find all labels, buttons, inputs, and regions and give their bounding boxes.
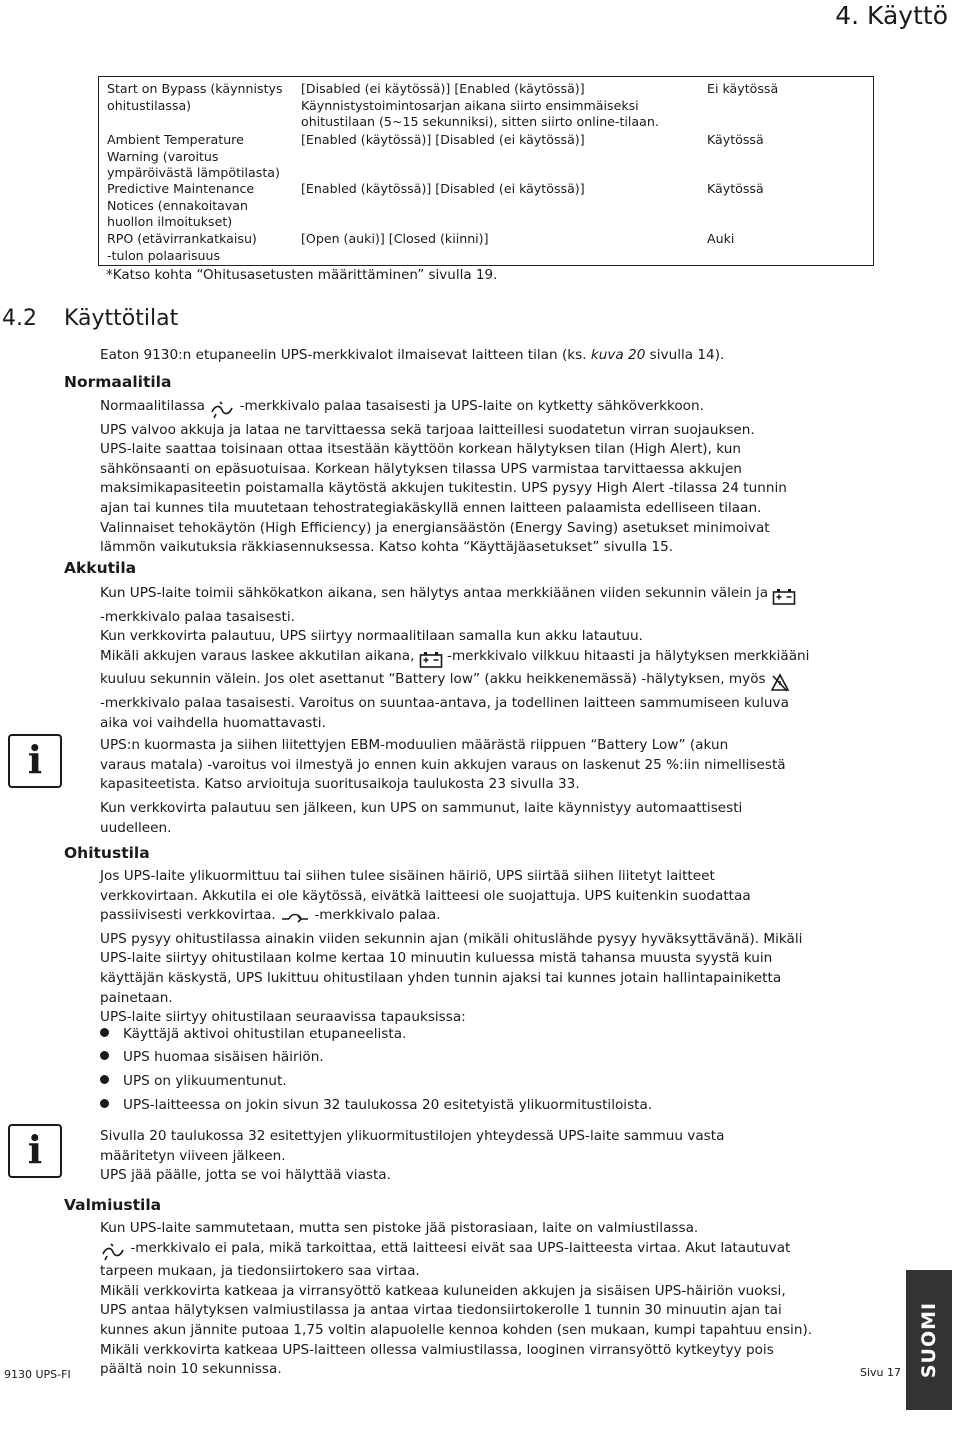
setting-default: Auki bbox=[707, 231, 735, 246]
note-battery-low: UPS:n kuormasta ja siihen liitettyjen EBM-moduulien määrästä riippuen “Battery Low” (akun varaus matala) -varoitus voi ilmestyä jo ennen kuin akkujen varaus on laskenut 25 %:iin nimellisestä kapasiteetista. Katso arvioituja suoritusaikoja taulukosta 23 sivulla 33. bbox=[100, 737, 786, 793]
list-item: Käyttäjä aktivoi ohitustilan etupaneelista. bbox=[100, 1025, 406, 1045]
section-title: Käyttötilat bbox=[64, 306, 179, 331]
list-item: UPS-laitteessa on jokin sivun 32 taulukossa 20 esitetyistä ylikuormitustiloista. bbox=[100, 1096, 652, 1116]
info-icon: i bbox=[8, 1124, 62, 1178]
paragraph-akkutila-after: Kun verkkovirta palautuu sen jälkeen, kun UPS on sammunut, laite käynnistyy automaattisesti uudelleen. bbox=[100, 800, 743, 836]
setting-default: Käytössä bbox=[707, 181, 764, 196]
heading-normaalitila: Normaalitila bbox=[64, 373, 172, 391]
battery-led-icon bbox=[772, 588, 796, 608]
setting-options: [Open (auki)] [Closed (kiinni)] bbox=[301, 231, 489, 246]
section-number: 4.2 bbox=[2, 306, 37, 331]
battery-led-icon bbox=[419, 651, 443, 671]
setting-name: Ambient Temperature Warning (varoitus ympäröivästä lämpötilasta) bbox=[107, 132, 280, 180]
table-footnote: *Katso kohta “Ohitusasetusten määrittäminen” sivulla 19. bbox=[106, 267, 498, 283]
chapter-title: 4. Käyttö bbox=[835, 1, 948, 30]
paragraph-ohitustila: Jos UPS-laite ylikuormittuu tai siihen tulee sisäinen häiriö, UPS siirtää siihen liitetyt laitteet verkkovirtaan. Akkutila ei ole käytössä, eivätkä laitteesi ole suojattuja. UPS kuitenkin suodattaa passiivisesti verkkovirtaa. -merkkivalo palaa. UPS pysyy ohitustilassa ainakin viiden sekunnin ajan (mikäli ohituslähde pysyy hyväksyttävänä). Mikäli UPS-laite siirtyy ohitustilaan kolme kertaa 10 minuutin kuluessa mistä tahansa muusta syystä kuin käyttäjän käskystä, UPS lukittuu ohitustilaan yhden tunnin ajaksi tai kunnes jotain hallintapainiketta painetaan. UPS-laite siirtyy ohitustilaan seuraavissa tapauksissa: bbox=[100, 868, 803, 1026]
settings-table bbox=[98, 76, 874, 266]
bypass-led-icon bbox=[280, 910, 310, 930]
note-overload: Sivulla 20 taulukossa 32 esitettyjen ylikuormitustilojen yhteydessä UPS-laite sammuu vasta määritetyn viiveen jälkeen. UPS jää päälle, jotta se voi hälyttää viasta. bbox=[100, 1128, 725, 1184]
alarm-led-icon bbox=[770, 673, 790, 694]
bullet-icon bbox=[100, 1028, 109, 1037]
paragraph-valmiustila: Kun UPS-laite sammutetaan, mutta sen pistoke jää pistorasiaan, laite on valmiustilassa. -merkkivalo ei pala, mikä tarkoittaa, että laitteesi eivät saa UPS-laitteesta virtaa. Akut latautuvat tarpeen mukaan, ja tiedonsiirtokero saa virtaa. Mikäli verkkovirta katkeaa ja virransyöttö katkeaa kuluneiden akkujen ja sisäisen UPS-häiriön vuoksi, UPS antaa hälytyksen valmiustilassa ja antaa virtaa tiedonsiirtokerolle 1 tunnin 30 minuutin ajan tai kunnes akun jännite putoaa 1,75 voltin alapuolelle kennoa kohden (sen mukaan, kumpi tapahtuu ensin). Mikäli verkkovirta katkeaa UPS-laitteen ollessa valmiustilassa, looginen virransyöttö kytkeytyy pois päältä noin 10 sekunnissa. bbox=[100, 1220, 813, 1378]
setting-name: Start on Bypass (käynnistys ohitustilassa) bbox=[107, 81, 283, 113]
setting-name: Predictive Maintenance Notices (ennakoitavan huollon ilmoitukset) bbox=[107, 181, 255, 229]
info-icon: i bbox=[8, 734, 62, 788]
bullet-icon bbox=[100, 1075, 109, 1084]
mains-led-icon bbox=[209, 401, 235, 421]
heading-valmiustila: Valmiustila bbox=[64, 1196, 162, 1214]
heading-ohitustila: Ohitustila bbox=[64, 844, 150, 862]
setting-options: [Enabled (käytössä)] [Disabled (ei käytössä)] bbox=[301, 181, 585, 196]
setting-name: RPO (etävirrankatkaisu) -tulon polaarisuus bbox=[107, 231, 257, 263]
paragraph-normaalitila: Normaalitilassa -merkkivalo palaa tasaisesti ja UPS-laite on kytketty sähköverkkoon. UPS valvoo akkuja ja lataa ne tarvittaessa sekä tarjoaa laitteillesi suodatetun virran suojauksen. UPS-laite saattaa toisinaan ottaa itsestään käyttöön korkean hälytyksen tilan (High Alert), kun sähkönsaanti on epäsuotuisaa. Korkean hälytyksen tilassa UPS varmistaa tarvittaessa akkujen maksimikapasiteetin poistamalla käytöstä akkujen tukitestin. UPS pysyy High Alert -tilassa 24 tunnin ajan tai kunnes tila muutetaan tehostrategiakäskyllä ennen laitteen palaamista edelliseen tilaan. Valinnaiset tehokäytön (High Efficiency) ja energiansäästön (Energy Saving) asetukset minimoivat lämmön vaikutuksia räkkiasennuksessa. Katso kohta “Käyttäjäasetukset” sivulla 15. bbox=[100, 398, 787, 556]
list-item: UPS huomaa sisäisen häiriön. bbox=[100, 1048, 324, 1068]
footer-page-number: Sivu 17 bbox=[860, 1366, 902, 1379]
mains-led-icon bbox=[100, 1243, 126, 1263]
footer-product: 9130 UPS-FI bbox=[4, 1368, 71, 1381]
paragraph-akkutila: Kun UPS-laite toimii sähkökatkon aikana, sen hälytys antaa merkkiäänen viiden sekunnin välein ja -merkkivalo palaa tasaisesti. Kun verkkovirta palautuu, UPS siirtyy normaalitilaan samalla kun akku latautuu. Mikäli akkujen varaus laskee akkutilan aikana, -merkkivalo vilkkuu hitaasti ja hälytyksen merkkiääni kuuluu sekunnin välein. Jos olet asettanut “Battery low” (akku heikkenemässä) -hälytyksen, myös -merkkivalo palaa tasaisesti. Varoitus on suuntaa-antava, ja todellinen laitteen sammumiseen kuluva aika voi vaihdella huomattavasti. bbox=[100, 585, 810, 731]
setting-options: [Disabled (ei käytössä)] [Enabled (käytössä)] Käynnistystoimintosarjan aikana siirto ensimmäiseksi ohitustilaan (5~15 sekunniksi), sitten siirto online-tilaan. bbox=[301, 81, 659, 129]
setting-default: Ei käytössä bbox=[707, 81, 779, 96]
language-tab: SUOMI bbox=[906, 1270, 952, 1410]
setting-options: [Enabled (käytössä)] [Disabled (ei käytössä)] bbox=[301, 132, 585, 147]
heading-akkutila: Akkutila bbox=[64, 559, 137, 577]
bullet-icon bbox=[100, 1051, 109, 1060]
setting-default: Käytössä bbox=[707, 132, 764, 147]
list-item: UPS on ylikuumentunut. bbox=[100, 1072, 287, 1092]
section-intro: Eaton 9130:n etupaneelin UPS-merkkivalot ilmaisevat laitteen tilan (ks. kuva 20 sivulla 14). bbox=[100, 347, 725, 363]
bullet-icon bbox=[100, 1099, 109, 1108]
